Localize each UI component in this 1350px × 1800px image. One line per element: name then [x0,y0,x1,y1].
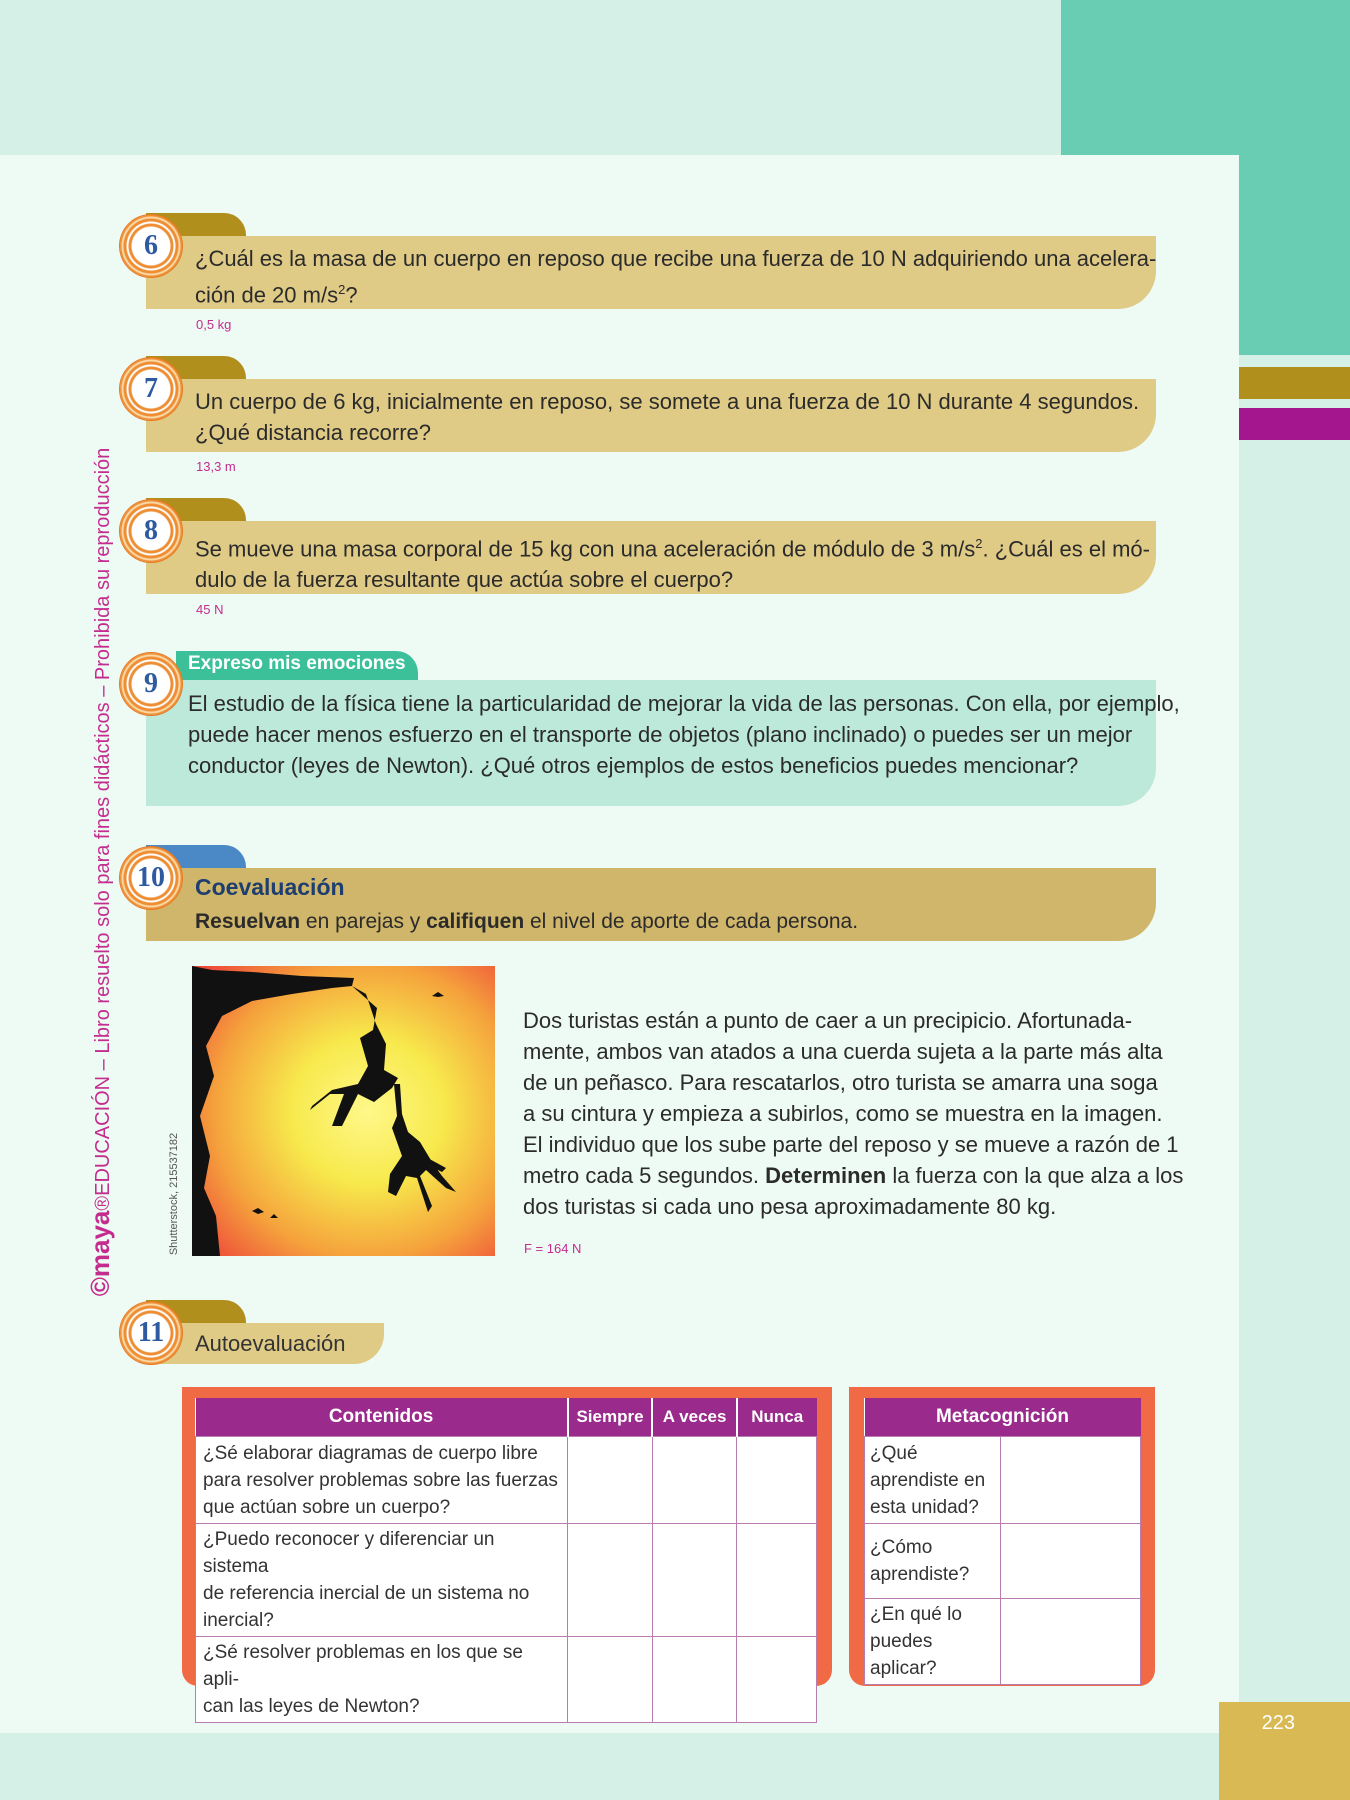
magenta-marker-bar [1239,408,1350,440]
q9-number-badge [120,653,182,715]
nunca-cell[interactable] [737,1637,817,1723]
meta-answer-cell[interactable] [1001,1437,1141,1524]
table-row [196,1637,817,1723]
copyright-text: ®EDUCACIÓN – Libro resuelto solo para fines didácticos – Prohibida su reproducción [92,447,114,1211]
meta-answer-cell[interactable] [1001,1599,1141,1685]
contenidos-table [195,1398,817,1723]
contenido-cell [196,1524,568,1637]
row1-line3: que actúan sobre un cuerpo? [203,1496,451,1518]
row3-line1: ¿Sé resolver problemas en los que se apli- [203,1642,523,1690]
q6-exponent: 2 [338,282,346,297]
meta2-line1: ¿Cómo [870,1537,933,1558]
vertical-copyright [83,422,117,1322]
q10-number-badge [120,847,182,909]
q10-instruction [195,906,858,937]
table-row [865,1599,1141,1685]
q8-number: 8 [144,515,158,546]
metacognicion-table [864,1398,1141,1685]
q10-problem-line7: dos turistas si cada uno pesa aproximadamente 80 kg. [523,1194,1057,1219]
q10-problem-line6-end: la fuerza con la que alza a los [886,1163,1184,1188]
contenidos-header-row [196,1398,817,1437]
nunca-cell[interactable] [737,1437,817,1524]
q10-bold-resuelvan: Resuelvan [195,910,301,933]
header-contenidos: Contenidos [196,1398,568,1437]
q6-number-badge [120,215,182,277]
q10-problem-line2: mente, ambos van atados a una cuerda sujeta a la parte más alta [523,1039,1163,1064]
meta-question-cell [865,1437,1001,1524]
q9-text [188,688,1180,781]
q10-problem-line3: de un peñasco. Para rescatarlos, otro turista se amarra una soga [523,1070,1158,1095]
q10-problem-text [523,1005,1183,1222]
olive-marker-bar [1239,367,1350,399]
q10-problem-line1: Dos turistas están a punto de caer a un precipicio. Afortunada- [523,1008,1133,1033]
meta1-line3: esta unidad? [870,1496,979,1518]
q7-number-badge [120,358,182,420]
bottom-band [0,1733,1350,1800]
row2-line1: ¿Puedo reconocer y diferenciar un sistema [203,1529,495,1577]
right-strip [1239,355,1350,1733]
q7-answer: 13,3 m [196,459,236,474]
table-row [196,1437,817,1524]
q8-line2: dulo de la fuerza resultante que actúa sobre el cuerpo? [195,567,734,593]
header-siempre: Siempre [568,1398,653,1437]
q9-number: 9 [144,668,158,699]
header-metacognicion: Metacognición [865,1398,1141,1437]
contenido-cell [196,1637,568,1723]
q11-number-badge [120,1302,182,1364]
q9-tab-label: Expreso mis emociones [188,653,406,674]
meta2-line2: aprendiste? [870,1564,970,1585]
row1-line2: para resolver problemas sobre las fuerzas [203,1469,558,1491]
cliff-rescue-svg [192,966,495,1256]
q11-number: 11 [137,1317,165,1348]
q7-line1: Un cuerpo de 6 kg, inicialmente en reposo, se somete a una fuerza de 10 N durante 4 segundos. [195,389,1140,414]
q8-answer: 45 N [196,602,224,617]
q8-line1: Se mueve una masa corporal de 15 kg con una aceleración de módulo de 3 m/s [195,536,976,562]
row2-line3: inercial? [203,1610,274,1631]
meta-answer-cell[interactable] [1001,1524,1141,1599]
meta-question-cell [865,1524,1001,1599]
a-veces-cell[interactable] [652,1437,736,1524]
header-nunca: Nunca [737,1398,817,1437]
siempre-cell[interactable] [568,1437,653,1524]
q6-line2: ción de 20 m/s [195,282,339,308]
q8-line1-end: . ¿Cuál es el mó- [982,536,1150,562]
q7-text [195,386,1139,448]
q8-exponent: 2 [975,536,983,551]
metacognicion-header-row [865,1398,1141,1437]
q6-line1: ¿Cuál es la masa de un cuerpo en reposo que recibe una fuerza de 10 N adquiriendo una acelera- [195,246,1157,271]
q9-line1: El estudio de la física tiene la particularidad de mejorar la vida de las personas. Con ella, por ejemplo, [188,691,1180,716]
nunca-cell[interactable] [737,1524,817,1637]
q10-bold-determinen: Determinen [765,1163,887,1188]
q9-line2: puede hacer menos esfuerzo en el transporte de objetos (plano inclinado) o puedes ser un mejor [188,722,1133,747]
q7-number: 7 [144,373,158,404]
q6-question-mark: ? [345,282,358,308]
autoevaluacion-title: Autoevaluación [195,1331,346,1356]
q10-problem-line5: El individuo que los sube parte del reposo y se mueve a razón de 1 [523,1132,1179,1157]
meta-question-cell [865,1599,1001,1685]
table-row [196,1524,817,1637]
meta3-line2: puedes aplicar? [870,1631,937,1679]
row2-line2: de referencia inercial de un sistema no [203,1583,530,1604]
q10-number: 10 [137,862,165,893]
q9-line3: conductor (leyes de Newton). ¿Qué otros ejemplos de estos beneficios puedes mencionar? [188,753,1079,778]
meta1-line1: ¿Qué [870,1442,918,1464]
meta1-line2: aprendiste en [870,1469,986,1491]
q8-number-badge [120,500,182,562]
coevaluacion-title: Coevaluación [195,874,345,900]
siempre-cell[interactable] [568,1637,653,1723]
q6-answer: 0,5 kg [196,317,232,332]
image-credit: Shutterstock, 215537182 [168,1132,180,1256]
q10-problem-line4: a su cintura y empieza a subirlos, como se muestra en la imagen. [523,1101,1163,1126]
a-veces-cell[interactable] [652,1524,736,1637]
maya-logo-text: ©maya [85,1210,115,1297]
siempre-cell[interactable] [568,1524,653,1637]
table-row [865,1437,1141,1524]
q8-text [195,528,1150,595]
q10-answer: F = 164 N [524,1241,582,1256]
q6-number: 6 [144,230,158,261]
meta3-line1: ¿En qué lo [870,1604,962,1625]
header-a-veces: A veces [652,1398,736,1437]
q10-bold-califiquen: califiquen [426,910,525,933]
q7-line2: ¿Qué distancia recorre? [195,420,431,445]
q10-instruction-end: el nivel de aporte de cada persona. [524,910,859,933]
contenido-cell [196,1437,568,1524]
row3-line2: can las leyes de Newton? [203,1696,420,1717]
row1-line1: ¿Sé elaborar diagramas de cuerpo libre [203,1442,538,1464]
q6-text [195,243,1156,310]
table-row [865,1524,1141,1599]
q10-problem-line6-start: metro cada 5 segundos. [523,1163,766,1188]
page-number: 223 [1261,1712,1295,1734]
q10-instruction-mid: en parejas y [300,910,427,933]
a-veces-cell[interactable] [652,1637,736,1723]
cliff-rescue-illustration [192,966,495,1256]
